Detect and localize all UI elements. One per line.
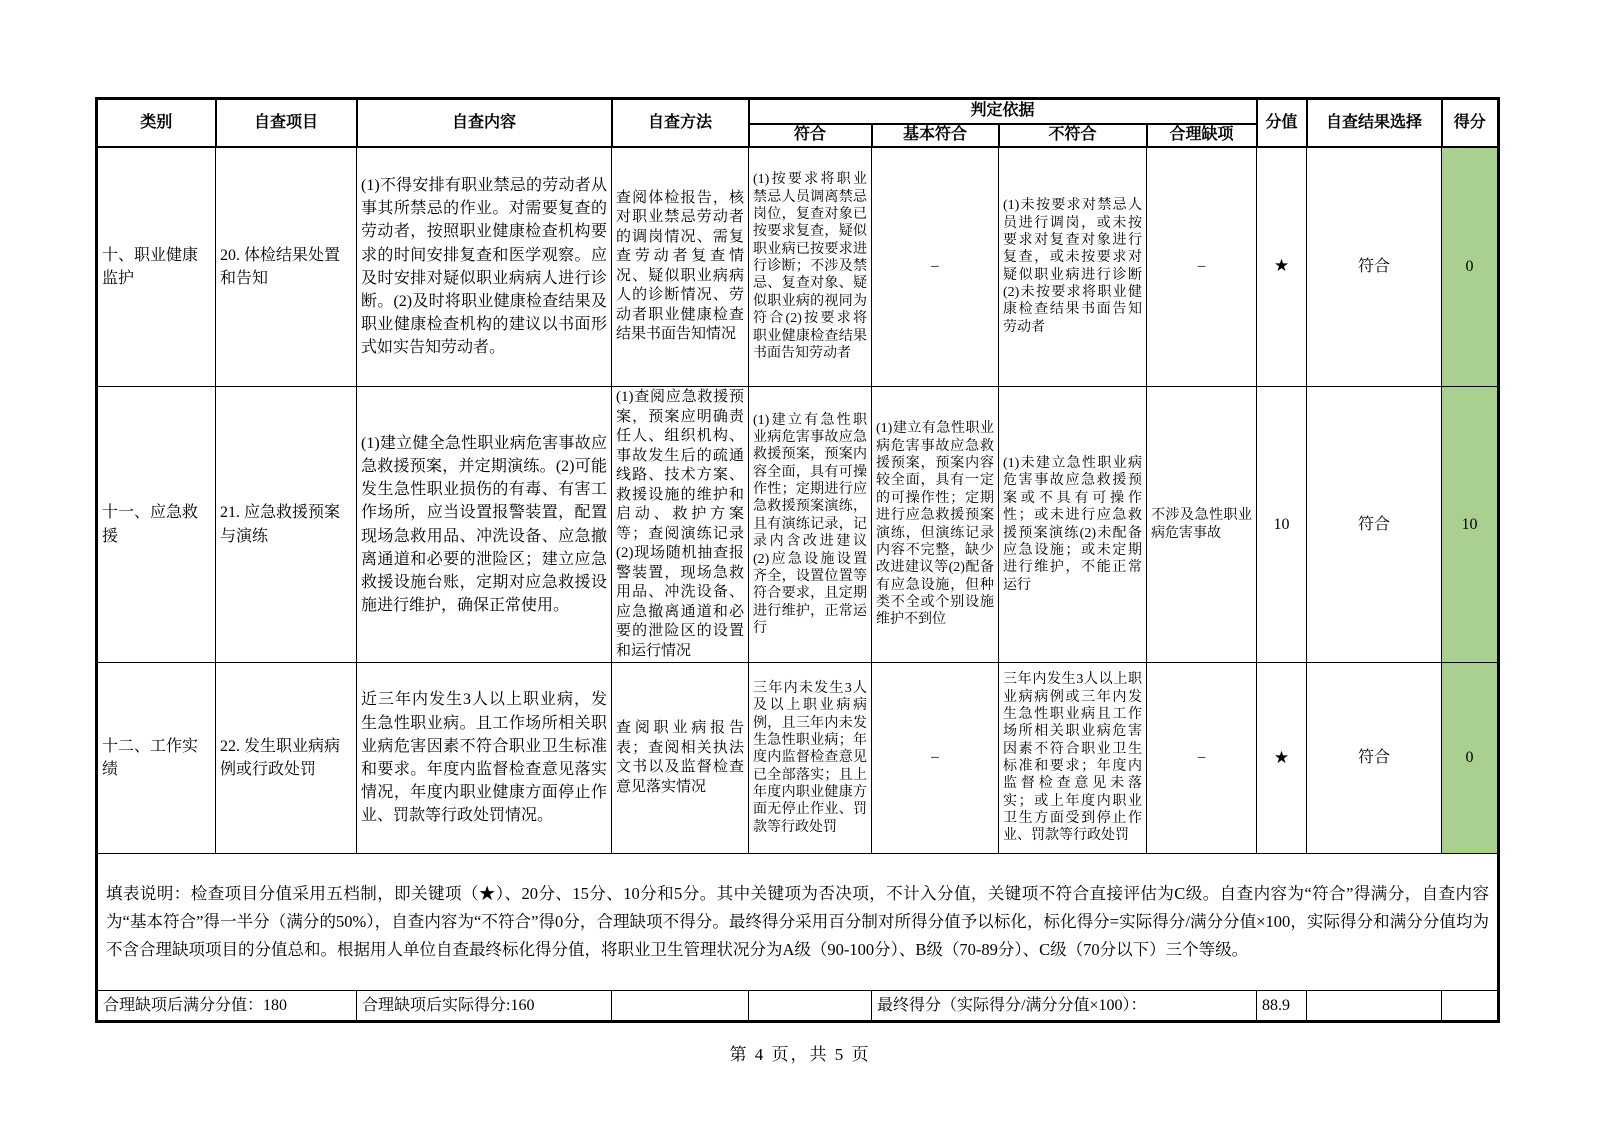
basic-compliant-cell: (1)建立有急性职业病危害事故应急救援预案，预案内容较全面，具有一定的可操作性；定期进行应急救援预案演练，但演练记录内容不完整，缺少改进建议等(2)配备有应急设施，但种类不全或个别设施维护不到位 <box>872 387 999 663</box>
summary-full-score: 合理缺项后满分分值：180 <box>97 991 357 1022</box>
table-row <box>97 387 1499 663</box>
table-row <box>97 663 1499 854</box>
item-cell: 20. 体检结果处置和告知 <box>216 147 357 387</box>
summary-row <box>97 991 1499 1022</box>
category-cell: 十一、应急救援 <box>97 387 216 663</box>
score-cell: 0 <box>1442 147 1499 387</box>
reasonable-missing-cell: – <box>1147 663 1257 854</box>
header-non-compliant: 不符合 <box>999 124 1147 147</box>
header-item: 自查项目 <box>216 99 357 147</box>
summary-empty-cell <box>1307 991 1442 1022</box>
non-compliant-cell: 三年内发生3人以上职业病病例或三年内发生急性职业病且工作场所相关职业病危害因素不符合职业卫生标准和要求；年度内监督检查意见未落实；或上年度内职业卫生方面受到停止作业、罚款等行政处罚 <box>999 663 1147 854</box>
page-number: 第 4 页，共 5 页 <box>729 1045 871 1064</box>
header-reasonable-missing: 合理缺项 <box>1147 124 1257 147</box>
score-cell: 0 <box>1442 663 1499 854</box>
method-cell: 查阅职业病报告表；查阅相关执法文书以及监督检查意见落实情况 <box>612 663 749 854</box>
header-result-select: 自查结果选择 <box>1307 99 1442 147</box>
self-inspection-table <box>95 97 1500 1023</box>
compliant-cell: (1)按要求将职业禁忌人员调离禁忌岗位，复查对象已按要求复查，疑似职业病已按要求进行诊断；不涉及禁忌、复查对象、疑似职业病的视同为符合(2)按要求将职业健康检查结果书面告知劳动者 <box>749 147 872 387</box>
summary-final-score-value: 88.9 <box>1257 991 1307 1022</box>
method-cell: 查阅体检报告，核对职业禁忌劳动者的调岗情况、需复查劳动者复查情况、疑似职业病病人的诊断情况、劳动者职业健康检查结果书面告知情况 <box>612 147 749 387</box>
score-value-cell: ★ <box>1257 663 1307 854</box>
non-compliant-cell: (1)未按要求对禁忌人员进行调岗，或未按要求对复查对象进行复查，或未按要求对疑似职业病进行诊断(2)未按要求将职业健康检查结果书面告知劳动者 <box>999 147 1147 387</box>
result-select-cell: 符合 <box>1307 387 1442 663</box>
non-compliant-cell: (1)未建立急性职业病危害事故应急救援预案或不具有可操作性；或未进行应急救援预案演练(2)未配备应急设施；或未定期进行维护，不能正常运行 <box>999 387 1147 663</box>
form-notes: 填表说明：检查项目分值采用五档制，即关键项（★）、20分、15分、10分和5分。其中关键项为否决项，不计入分值，关键项不符合直接评估为C级。自查内容为“符合”得满分，自查内容为“基本符合”得一半分（满分的50%），自查内容为“不符合”得0分，合理缺项不得分。最终得分采用百分制对所得分值予以标化，标化得分=实际得分/满分分值×100，实际得分和满分分值均为不含合理缺项项目的分值总和。根据用人单位自查最终标化得分值，将职业卫生管理状况分为A级（90-100分）、B级（70-89分）、C级（70分以下）三个等级。 <box>97 854 1499 991</box>
header-method: 自查方法 <box>612 99 749 147</box>
compliant-cell: 三年内未发生3人及以上职业病病例，且三年内未发生急性职业病；年度内监督检查意见已全部落实；且上年度内职业健康方面无停止作业、罚款等行政处罚 <box>749 663 872 854</box>
reasonable-missing-cell: 不涉及急性职业病危害事故 <box>1147 387 1257 663</box>
basic-compliant-cell: – <box>872 147 999 387</box>
summary-empty-cell <box>1442 991 1499 1022</box>
summary-empty-cell <box>612 991 749 1022</box>
score-value-cell: ★ <box>1257 147 1307 387</box>
summary-final-score-label: 最终得分（实际得分/满分分值×100）： <box>872 991 1257 1022</box>
header-judgment-group: 判定依据 <box>749 99 1257 124</box>
notes-row <box>97 854 1499 991</box>
score-cell: 10 <box>1442 387 1499 663</box>
item-cell: 22. 发生职业病病例或行政处罚 <box>216 663 357 854</box>
header-score: 得分 <box>1442 99 1499 147</box>
score-value-cell: 10 <box>1257 387 1307 663</box>
basic-compliant-cell: – <box>872 663 999 854</box>
method-cell: (1)查阅应急救援预案，预案应明确责任人、组织机构、事故发生后的疏通线路、技术方案、救援设施的维护和启动、救护方案等；查阅演练记录(2)现场随机抽查报警装置，现场急救用品、冲洗设备、应急撤离通道和必要的泄险区的设置和运行情况 <box>612 387 749 663</box>
reasonable-missing-cell: – <box>1147 147 1257 387</box>
content-cell: (1)不得安排有职业禁忌的劳动者从事其所禁忌的作业。对需要复查的劳动者，按照职业健康检查机构要求的时间安排复查和医学观察。应及时安排对疑似职业病病人进行诊断。(2)及时将职业健康检查结果及职业健康检查机构的建议以书面形式如实告知劳动者。 <box>357 147 612 387</box>
header-category: 类别 <box>97 99 216 147</box>
content-cell: 近三年内发生3人以上职业病，发生急性职业病。且工作场所相关职业病危害因素不符合职业卫生标准和要求。年度内监督检查意见落实情况，年度内职业健康方面停止作业、罚款等行政处罚情况。 <box>357 663 612 854</box>
content-cell: (1)建立健全急性职业病危害事故应急救援预案，并定期演练。(2)可能发生急性职业损伤的有毒、有害工作场所，应当设置报警装置，配置现场急救用品、冲洗设备、应急撤离通道和必要的泄险区；建立应急救援设施台账，定期对应急救援设施进行维护，确保正常使用。 <box>357 387 612 663</box>
header-content: 自查内容 <box>357 99 612 147</box>
table-row <box>97 147 1499 387</box>
header-basic-compliant: 基本符合 <box>872 124 999 147</box>
item-cell: 21. 应急救援预案与演练 <box>216 387 357 663</box>
result-select-cell: 符合 <box>1307 147 1442 387</box>
compliant-cell: (1)建立有急性职业病危害事故应急救援预案，预案内容全面，具有可操作性；定期进行应急救援预案演练，且有演练记录，记录内含改进建议(2)应急设施设置齐全，设置位置等符合要求，且定期进行维护，正常运行 <box>749 387 872 663</box>
result-select-cell: 符合 <box>1307 663 1442 854</box>
header-score-value: 分值 <box>1257 99 1307 147</box>
category-cell: 十二、工作实绩 <box>97 663 216 854</box>
summary-empty-cell <box>749 991 872 1022</box>
category-cell: 十、职业健康监护 <box>97 147 216 387</box>
header-compliant: 符合 <box>749 124 872 147</box>
summary-actual-score: 合理缺项后实际得分:160 <box>357 991 612 1022</box>
